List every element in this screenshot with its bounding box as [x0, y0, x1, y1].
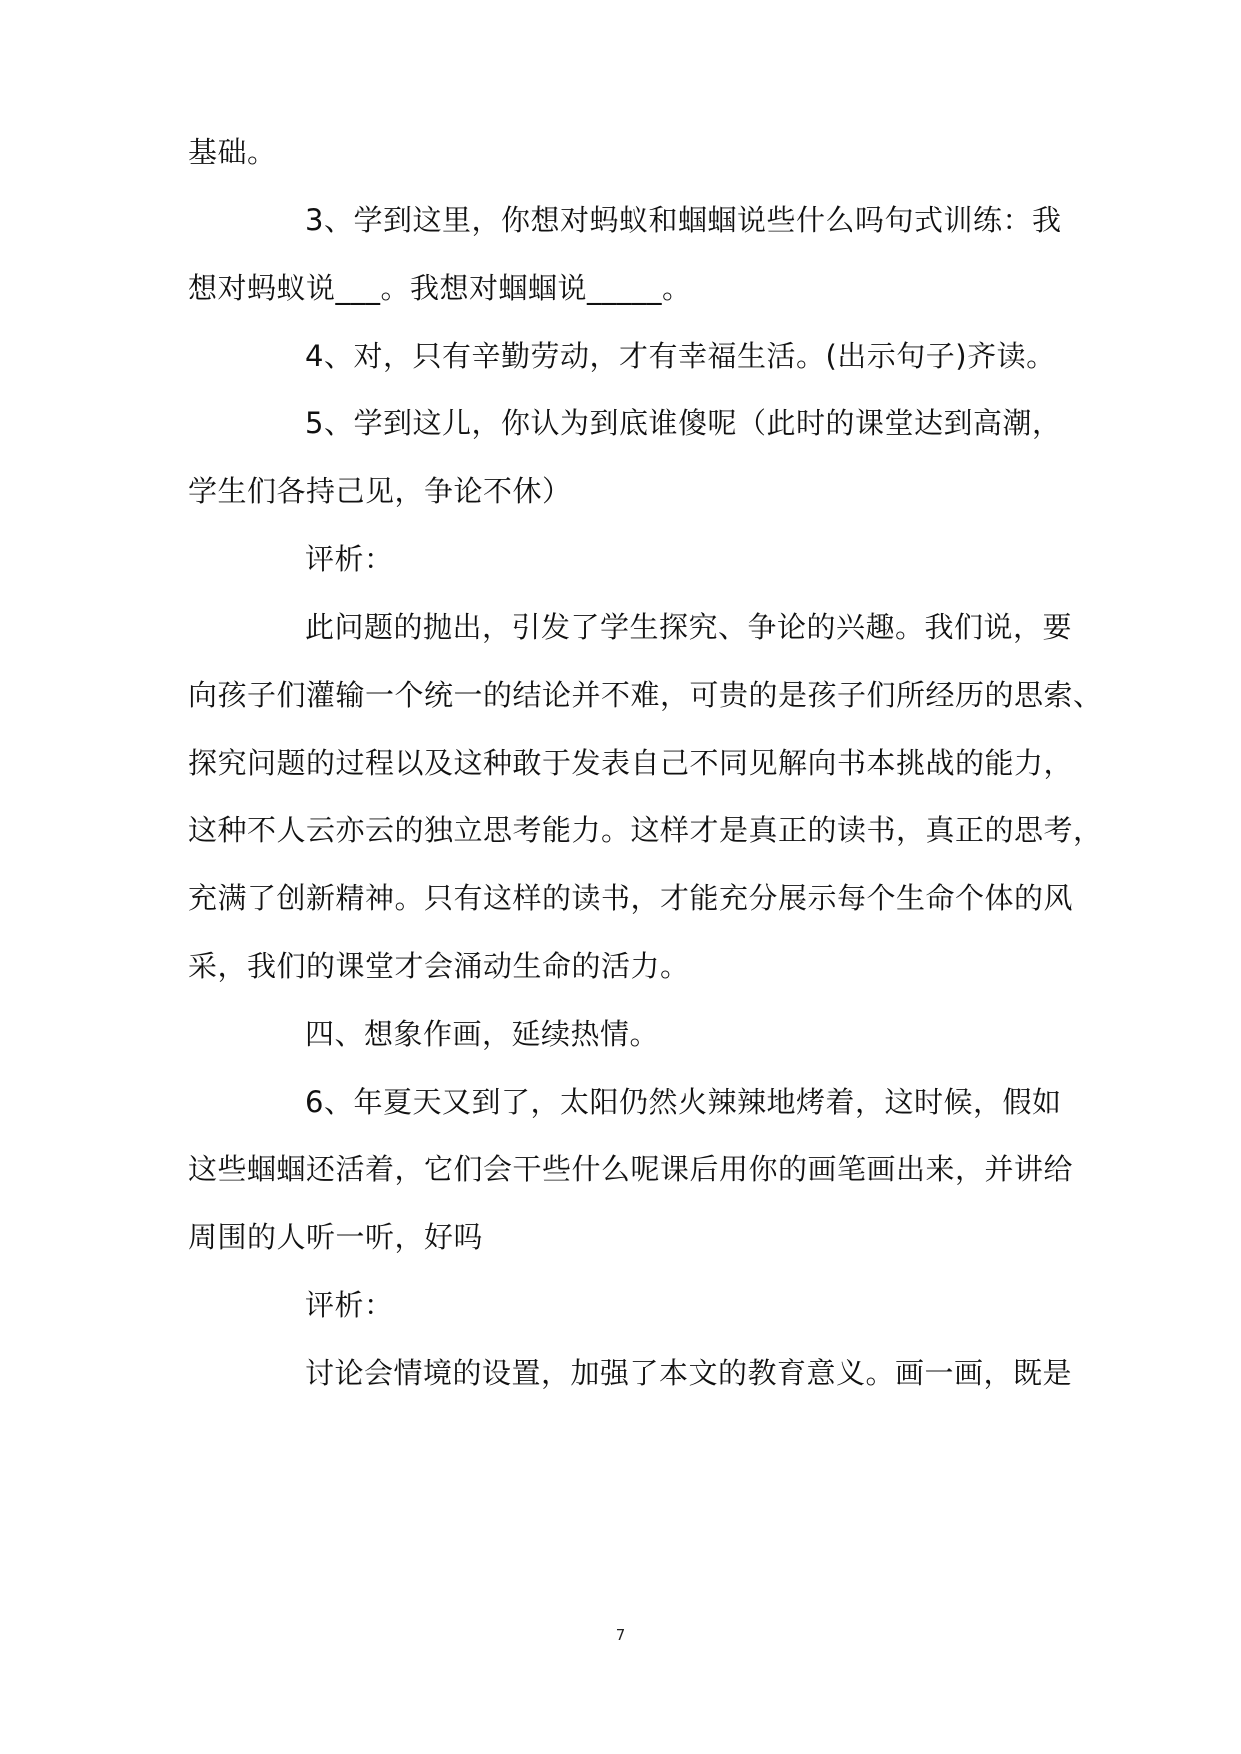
page-number: 7: [615, 1626, 626, 1644]
text-line: 这种不人云亦云的独立思考能力。这样才是真正的读书，真正的思考，: [188, 813, 1103, 847]
text-line: 3、学到这里，你想对蚂蚁和蝈蝈说些什么吗句式训练：我: [305, 203, 1062, 237]
text-line: 采，我们的课堂才会涌动生命的活力。: [188, 949, 690, 983]
text-line: 周围的人听一听，好吗: [188, 1220, 484, 1254]
text-line: 此问题的抛出，引发了学生探究、争论的兴趣。我们说，要: [305, 610, 1073, 644]
text-line: 讨论会情境的设置，加强了本文的教育意义。画一画，既是: [305, 1356, 1073, 1390]
text-line: 学生们各持己见，争论不休）: [188, 474, 572, 508]
text-line: 5、学到这儿，你认为到底谁傻呢（此时的课堂达到高潮，: [305, 406, 1062, 440]
text-line: 基础。: [188, 135, 277, 169]
text-line: 这些蝈蝈还活着，它们会干些什么呢课后用你的画笔画出来，并讲给: [188, 1152, 1074, 1186]
text-line: 充满了创新精神。只有这样的读书，才能充分展示每个生命个体的风: [188, 881, 1074, 915]
section-label: 评析：: [305, 1288, 394, 1322]
section-label: 评析：: [305, 542, 394, 576]
section-heading: 四、想象作画，延续热情。: [305, 1017, 660, 1051]
text-line: 4、对，只有辛勤劳动，才有幸福生活。(出示句子)齐读。: [305, 339, 1056, 373]
text-line: 6、年夏天又到了，太阳仍然火辣辣地烤着，这时候，假如: [305, 1085, 1062, 1119]
text-line: 向孩子们灌输一个统一的结论并不难，可贵的是孩子们所经历的思索、: [188, 678, 1103, 712]
text-line: 想对蚂蚁说___。我想对蝈蝈说_____。: [188, 271, 692, 305]
text-line: 探究问题的过程以及这种敢于发表自己不同见解向书本挑战的能力，: [188, 746, 1074, 780]
